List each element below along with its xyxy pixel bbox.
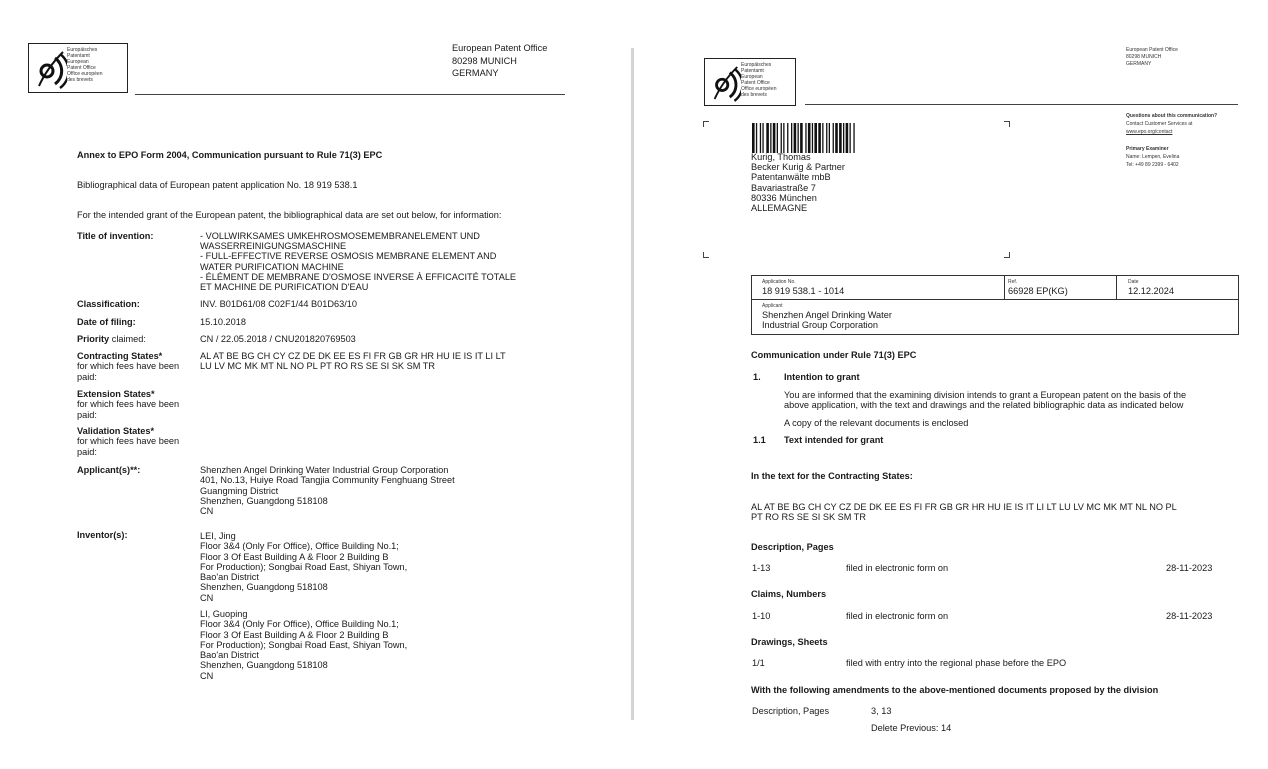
barcode-bar [833,123,834,153]
address-line: GERMANY [452,68,499,78]
barcode-bar [853,123,854,153]
barcode-bar [756,123,757,153]
logo-line: Patent Office [67,65,96,71]
classification-label: Classification: [77,299,140,309]
communication-heading: Communication under Rule 71(3) EPC [751,350,917,360]
barcode-bar [839,123,842,153]
epo-address [452,42,547,80]
epo-address [1126,47,1178,68]
barcode-bar [762,123,763,153]
ref-value: 66928 EP(KG) [1008,286,1068,296]
application-no-value: 18 919 538.1 - 1014 [762,286,845,296]
barcode-bar [783,123,784,153]
priority-label [77,334,146,344]
section-1-1-title: Text intended for grant [784,435,884,445]
logo-line: des brevets [67,77,93,83]
barcode-bar [812,123,813,153]
priority-value: CN / 22.05.2018 / CNU201820769503 [200,334,356,344]
box-applicant-label: Applicant [762,303,783,309]
title-label: Title of invention: [77,231,154,241]
title-value: - VOLLWIRKSAMES UMKEHROSMOSEMEMBRANELEMENT UND WASSERREINIGUNGSMASCHINE - FULL-EFFECTIVE REVERSE OSMOSIS MEMBRANE ELEMENT AND WATER PURIFICATION MACHINE - ÉLÉMENT DE MEMBRANE D'OSMOSE INVERSE À EFFICACITÉ TOTALE ET MACHINE DE PURIFICATION D'EAU [200,231,517,293]
page-divider [631,48,634,720]
contracting-label [77,351,179,382]
claims-range: 1-10 [752,611,771,621]
barcode-bar [798,123,799,153]
epo-logo [28,43,128,93]
inventor-label: Inventor(s): [77,530,128,540]
barcode-bar [808,123,811,153]
priority-label-bold: Priority [77,334,110,344]
logo-line: European [741,74,763,80]
section-1-title: Intention to grant [784,372,860,382]
logo-line: Office européen [67,71,103,77]
claims-desc: filed in electronic form on [846,611,949,621]
date-value: 12.12.2024 [1128,286,1174,296]
logo-line: Office européen [741,86,777,92]
intro-line: For the intended grant of the European patent, the bibliographical data are set out below, for information: [77,210,502,220]
extension-label-title: Extension States* [77,389,155,399]
amendments-delete: Delete Previous: 14 [871,723,952,733]
logo-line: European [67,59,89,65]
date-label: Date [1128,279,1139,285]
extension-label-sub: for which fees have been paid: [77,399,180,420]
barcode-bar [818,123,821,153]
box-rule [752,299,1238,300]
examiner-name: Name: Lempen, Evelina [1126,154,1180,160]
application-no-label: Application No. [762,279,796,285]
description-desc: filed in electronic form on [846,563,949,573]
filing-value: 15.10.2018 [200,317,246,327]
section-1-number: 1. [753,372,761,382]
examiner-block [1126,145,1179,169]
barcode-bar [800,123,803,153]
address-line: European Patent Office [452,43,548,53]
barcode-bar [843,123,844,153]
barcode-bar [752,123,755,153]
epo-logo-icon [33,48,67,90]
contracting-label-sub: for which fees have been paid: [77,361,180,382]
logo-line: Patentamt [67,53,90,59]
barcode-bar [850,123,851,153]
contracting-heading: In the text for the Contracting States: [751,471,913,481]
biblio-line: Bibliographical data of European patent application No. 18 919 538.1 [77,180,358,190]
section-1-paragraph: You are informed that the examining division intends to grant a European patent on the basis of the above application, with the text and drawings and the related bibliographic data as indicated below [784,390,1187,411]
amendments-value: 3, 13 [871,706,892,716]
logo-line: des brevets [741,92,767,98]
annex-heading: Annex to EPO Form 2004, Communication pursuant to Rule 71(3) EPC [77,150,383,160]
examiner-heading: Primary Examiner [1126,146,1169,152]
filing-label: Date of filing: [77,317,136,327]
barcode-bar [760,123,761,153]
window-corner [703,121,709,127]
logo-line: Patent Office [741,80,770,86]
claims-date: 28-11-2023 [1166,611,1213,621]
priority-label-rest: claimed: [109,334,146,344]
epo-logo [704,58,796,106]
barcode-bar [846,123,849,153]
epo-logo-icon [709,63,741,103]
description-range: 1-13 [752,563,771,573]
barcode-bar [791,123,792,153]
drawings-desc: filed with entry into the regional phase before the EPO [846,658,1067,668]
extension-label [77,389,179,420]
address-line: 80298 MUNICH [452,55,517,66]
barcode-bar [770,123,771,153]
barcode-bar [777,123,778,153]
examiner-tel: Tel: +49 89 2399 - 6402 [1126,162,1179,168]
recipient-address: Kurig, Thomas Becker Kurig & Partner Patentanwälte mbB Bavariastraße 7 80336 München ALLEMAGNE [751,152,845,214]
inventor-1: LEI, Jing Floor 3&4 (Only For Office), Office Building No.1; Floor 3 Of East Building A & Floor 2 Building B For Production); Songbai Road East, Shiyan Town, Bao'an District Shenzhen, Guangdong 518108 CN [200,531,408,603]
barcode-bar [805,123,806,153]
address-line: GERMANY [1126,61,1152,67]
address-line: European Patent Office [1126,47,1178,53]
questions-heading: Questions about this communication? [1126,113,1218,119]
box-sep [1004,276,1005,299]
claims-heading: Claims, Numbers [751,589,827,599]
box-applicant-value: Shenzhen Angel Drinking Water Industrial Group Corporation [762,310,892,330]
drawings-heading: Drawings, Sheets [751,637,828,647]
questions-link[interactable]: www.epo.org/contact [1126,129,1173,135]
applicant-value: Shenzhen Angel Drinking Water Industrial Group Corporation 401, No.13, Huiye Road Tangjia Community Fenghuang Street Guangming District Shenzhen, Guangdong 518108 CN [200,465,455,517]
validation-label-sub: for which fees have been paid: [77,436,180,457]
header-rule [135,94,565,95]
questions-line: Contact Customer Services at [1126,121,1193,127]
window-corner [1004,252,1010,258]
barcode-bar [814,123,817,153]
questions-block [1126,112,1217,136]
amendments-label: Description, Pages [752,706,830,716]
barcode-bar [773,123,776,153]
barcode-bar [822,123,823,153]
reference-box [751,275,1239,335]
section-1-1-number: 1.1 [753,435,766,445]
validation-label-title: Validation States* [77,426,155,436]
validation-label [77,426,179,457]
logo-text [67,47,103,83]
barcode-bar [794,123,797,153]
inventor-2: LI, Guoping Floor 3&4 (Only For Office), Office Building No.1; Floor 3 Of East Building A & Floor 2 Building B For Production); Songbai Road East, Shiyan Town, Bao'an District Shenzhen, Guangdong 518108 CN [200,609,408,681]
barcode-bar [829,123,830,153]
barcode-bar [781,123,782,153]
barcode-bar [835,123,838,153]
barcode [752,123,907,153]
barcode-bar [787,123,788,153]
logo-line: Patentamt [741,68,764,74]
classification-value: INV. B01D61/08 C02F1/44 B01D63/10 [200,299,357,309]
logo-line: Europäisches [741,62,772,68]
applicant-label: Applicant(s)**: [77,465,141,475]
logo-text [741,62,777,98]
section-1-copy: A copy of the relevant documents is enclosed [784,418,969,428]
contracting-label-title: Contracting States* [77,351,163,361]
logo-line: Europäisches [67,47,98,53]
description-date: 28-11-2023 [1166,563,1213,573]
contracting-list: AL AT BE BG CH CY CZ DE DK EE ES FI FR GB GR HR HU IE IS IT LI LT LU LV MC MK MT NL NO PL PT RO RS SE SI SK SM TR [751,502,1177,523]
drawings-range: 1/1 [752,658,765,668]
barcode-bar [766,123,769,153]
amendments-heading: With the following amendments to the above-mentioned documents proposed by the division [751,685,1159,695]
contracting-value: AL AT BE BG CH CY CZ DE DK EE ES FI FR GB GR HR HU IE IS IT LI LT LU LV MC MK MT NL NO PL PT RO RS SE SI SK SM TR [200,351,506,372]
barcode-bar [826,123,827,153]
window-corner [1004,121,1010,127]
address-line: 80298 MUNICH [1126,54,1162,60]
ref-label: Ref. [1008,279,1018,285]
header-rule [805,104,1238,105]
description-heading: Description, Pages [751,542,834,552]
box-sep [1116,276,1117,299]
window-corner [703,252,709,258]
